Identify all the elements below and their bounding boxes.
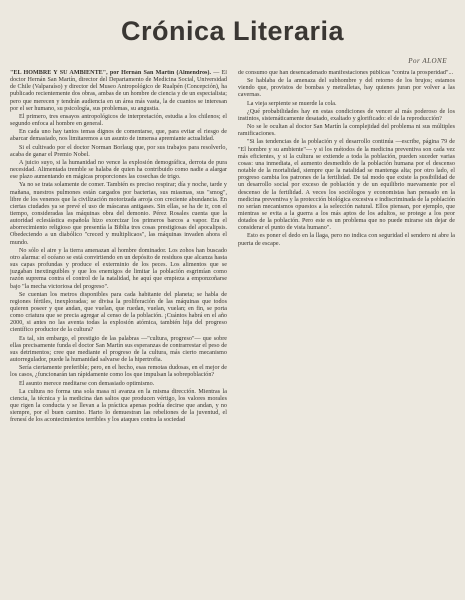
left-column xyxy=(10,70,227,596)
byline: Por ALONE xyxy=(408,57,447,65)
paragraph: No sólo el aire y la tierra amenazan al hombre dominador. Los zohos han buscado otro alarma: el océano se está convirtiendo en un depósito de residuos que alcanza hasta sus capas profundas y produce el exterminio de los peces. Los alimentos que se juzgaban inextinguibles y que los enemigos de limitar la población esgrimían como razón suprema contra el control de la natalidad, he aquí que empieza a emponzoñarse bajo "la mecha victoriosa del progreso". xyxy=(10,247,227,290)
book-heading: "EL HOMBRE Y SU AMBIENTE", por Hernán San Martín (Almendros). xyxy=(10,70,211,76)
intro-paragraph xyxy=(10,70,227,113)
paragraph: La cultura no forma una sola masa ni avanza en la misma dirección. Mientras la ciencia, la técnica y la medicina dan saltos que producen vértigo, los valores morales que rigen la conducta y se llevan a la práctica apenas podría decirse que andan, y no siempre, por el buen camino. Harto lo demuestran las rebeliones de la juventud, el frenesí de los acontecimientos terribles y los ataques contra la sociedad xyxy=(10,388,227,424)
right-column xyxy=(238,70,455,596)
page-title: Crónica Literaria xyxy=(120,16,345,46)
article-body xyxy=(10,70,455,596)
paragraph: Si el cultivado por el doctor Norman Borlaug que, por sus trabajos para resolverlo, acaba de ganar el Premio Nobel. xyxy=(10,144,227,158)
paragraph: Ya no se trata solamente de comer. También es preciso respirar; día y noche, tarde y mañana, nuestros pulmones están cargados por bacterias, sus miasmas, sus "smog", libre de los venenos que la civilización motorizada arroja con creciente abundancia. En ciertas ciudades ya se prevé el uso de máscaras antigases. Sin ellas, se ha de ir, con el tiempo, consideradas las máquinas obra del demonio. Pérez Rosales cuenta que la autoridad eclesiástica española hizo exorcizar los primeros barcos a vapor. Era el aborrecimiento religioso que presentía la Biblia tres cosas prestigiosas del apocalipsis. Obedeciendo a un diabólico "creced y multiplicaos", las máquinas invaden ahora el mundo. xyxy=(10,182,227,246)
paragraph: No se le ocultan al doctor San Martín la complejidad del problema ni sus múltiples ramificaciones. xyxy=(238,124,455,138)
paragraph: Esto es poner el dedo en la llaga, pero no indica con seguridad el sendero ni abre la puerta de escape. xyxy=(238,233,455,247)
paragraph-text: — El doctor Hernán San Martín, director del Departamento de Medicina Social, Universidad de Chile (Valparaíso) y director del Museo Antropológico de Rualpén (Concepción), ha publicado recientemente dos obras, ambas de un hombre de ciencia y de un especialista; pero que merecen y tendrán audiencia en un área más vasta, la de cuantos se interesan por el ser humano, su psicología, sus problemas, su angustia. xyxy=(10,70,227,112)
paragraph: ¿Qué probabilidades hay en estas condiciones de vencer al más poderoso de los instintos, sistemáticamente desatado, exaltado y glorificado: el de la reproducción? xyxy=(238,108,455,122)
paragraph: Sería ciertamente preferible; pero, en el hecho, esas remotas dudosas, en el mejor de los casos, ¿funcionarán tan rápidamente como los que impulsan la sobrepoblación? xyxy=(10,365,227,379)
paragraph: Se hablaba de la amenaza del subhombre y del retorno de los brujos; estamos viendo que, provistos de bombas y metralletas, hay quienes juran por volver a las cavernas. xyxy=(238,78,455,99)
paragraph: A juicio suyo, si la humanidad no vence la explosión demográfica, derrota de pura necesidad. Alimentada tremble se halaba de quien ha contribuido como nadie a alargar ese plazo aumentando en mágicas proporciones las cosechas de trigo. xyxy=(10,159,227,181)
paragraph: El primero, tres ensayos antropológicos de interpretación, estudia a los chilenos; el segundo enfoca al hombre en general. xyxy=(10,113,227,128)
paragraph: En cada uno hay tantos temas dignos de comentarse, que, para evitar el riesgo de abarcar demasiado, nos limitaremos a un asunto de inmensa apremiante actualidad. xyxy=(10,129,227,143)
paragraph: Es tal, sin embargo, el prestigio de las palabras —"cultura, progreso"— que sobre ellas precisamente funda el doctor San Martín sus esperanzas de contrarrestar el peso de sus detrimentos; cree que mediante el progreso de la cultura, más cierto mecanismo autorregulador, puede la humanidad salvarse de la hipertrofia. xyxy=(10,335,227,364)
paragraph: de consumo que han desencadenado manifestaciones públicas "contra la prosperidad"... xyxy=(238,70,454,76)
paragraph: Se cuentan los metros disponibles para cada habitante del planeta; se habla de regiones fértiles, inexploradas; se divisa la proliferación de las máquinas que todos quieren poseer y que andan, que vuelan, que ruedan, vuelan, vuelan; en fin, se porta como criatura que se precia agregar al censo de la población. ¡Cuántos habrá en el año 2000, si antes no las aventa todas la explosión atómica, también hija del progreso científico productor de la cultura? xyxy=(10,291,227,334)
paragraph: El asunto merece meditarse con demasiado optimismo. xyxy=(19,380,155,387)
paragraph: La vieja serpiente se muerde la cola. xyxy=(247,100,337,107)
quote-paragraph: "Si las tendencias de la población y el desarrollo continúa —escribe, página 79 de "El hombre y su ambiente"— y si los métodos de la medicina preventiva son cada vez más eficientes, y si la cultura se extiende a toda la población, pueden suceder varias cosas: una inmediata, el aumento desmedido de la población humana por el descenso notable de la mortalidad, siempre que la natalidad se mantenga alta; por otro lado, el progreso cambia los patrones de la fertilidad. De tal modo que existe la posibilidad de un desarrollo social por exceso de población y de un equilibrio nuevamente por el descenso de la fertilidad. A veces los sociólogos y economistas han pensado en la medicina preventiva y la protección biológica excesiva e indiscriminada de la población no serían mecanismos opuestos a la selección natural. Ellos piensan, por ejemplo, que mientras se evita a la guerra a los más aptos de los adultos, se protege a los peor dotados de la población. Pero este es un problema que no puede mirarse sin dejar de considerar el punto de vista humano". xyxy=(238,139,455,232)
